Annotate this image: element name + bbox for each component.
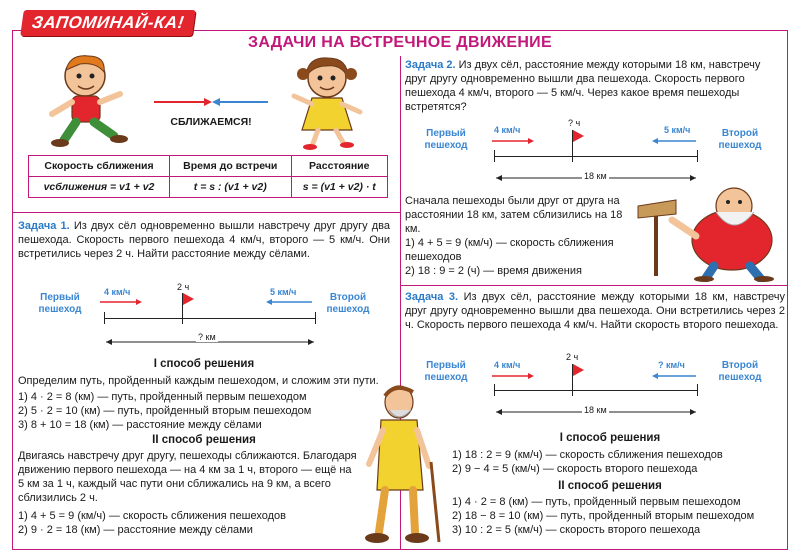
task2-statement [405,58,785,114]
task3-method1-title: I способ решения [559,432,661,444]
task3-right-speed: ? км/ч [658,360,685,370]
task1-right-speed: 5 км/ч [270,287,297,297]
formula-meeting-time: t = s : (v1 + v2) [170,177,292,198]
task1-statement [18,219,390,261]
remember-badge: ЗАПОМИНАЙ-КА! [20,10,196,36]
task3-flag-label: 2 ч [566,352,579,362]
task1-distance-label: ? км [198,332,216,342]
girl-illustration [272,52,382,150]
task1-tick-left [104,312,105,324]
task3-distance-label: 18 км [584,405,607,415]
formula-table [28,155,388,198]
task1-method1-step2: 2) 5 · 2 = 10 (км) — путь, пройденный вторым пешеходом [18,405,312,417]
task2-speed-arrows [488,137,700,145]
task1-flag-label: 2 ч [177,282,190,292]
task3-text: Из двух сёл, расстояние между которыми 18 км, навстречу друг другу одновременно вышли два пешехода. Они встретились через 2 ч. Скорость первого пешехода 4 км/ч. Найти скорость второго пешехода. [405,291,786,331]
task1-label: Задача 1. [18,220,70,232]
boy-illustration [30,50,140,150]
task1-road [104,318,316,319]
task3-right-walker: Второй пешеход [718,360,762,383]
header-approach-speed: Скорость сближения [29,156,170,177]
task3-flag [573,364,584,376]
task3-tick-mid [572,384,573,396]
task3-tick-right [697,384,698,396]
task3-statement [405,290,785,332]
task2-label: Задача 2. [405,59,456,71]
walking-man-illustration [355,380,445,548]
task2-solution-intro: Сначала пешеходы были друг от друга на расстоянии 18 км, затем сблизились на 18 км. [405,195,623,235]
task3-method2-step1: 1) 4 · 2 = 8 (км) — путь, пройденный первым пешеходом [452,496,741,508]
task3-speed-arrows [488,372,700,380]
task3-method2-title: II способ решения [558,480,662,492]
task1-speed-arrows [96,298,316,306]
task1-tick-right [315,312,316,324]
header-meeting-time: Время до встречи [170,156,292,177]
task2-distance-label: 18 км [584,171,607,181]
task2-tick-mid [572,150,573,162]
task1-left-speed: 4 км/ч [104,287,131,297]
task2-right-walker: Второй пешеход [718,128,762,151]
task1-tick-mid [182,312,183,324]
task2-step1: 1) 4 + 5 = 9 (км/ч) — скорость сближения пешеходов [405,237,614,263]
task3-label: Задача 3. [405,291,459,303]
formula-approach-speed: vсближения = v1 + v2 [29,177,170,198]
task1-method1-step3: 3) 8 + 10 = 18 (км) — расстояние между сёлами [18,419,262,431]
divider-right [400,285,788,286]
header-distance: Расстояние [291,156,387,177]
task3-method1-step2: 2) 9 − 4 = 5 (км/ч) — скорость второго пешехода [452,463,698,475]
task1-left-walker: Первый пешеход [38,292,82,315]
task1-method1-step1: 1) 4 · 2 = 8 (км) — путь, пройденный первым пешеходом [18,391,307,403]
task2-step2: 2) 18 : 9 = 2 (ч) — время движения [405,265,582,277]
old-man-signpost-illustration [636,176,786,282]
page-title: ЗАДАЧИ НА ВСТРЕЧНОЕ ДВИЖЕНИЕ [248,34,552,51]
task3-road [494,390,698,391]
approach-label: СБЛИЖАЕМСЯ! [170,116,252,128]
task2-tick-right [697,150,698,162]
divider-left [12,212,400,213]
task3-method2-step3: 3) 10 : 2 = 5 (км/ч) — скорость второго пешехода [452,524,701,536]
task3-left-walker: Первый пешеход [424,360,468,383]
task1-method1-intro: Определим путь, пройденный каждым пешеходом, и сложим эти пути. [18,375,379,387]
task2-left-speed: 4 км/ч [494,125,521,135]
task2-flag-label: ? ч [568,118,581,128]
task1-method1-title: I способ решения [153,358,255,370]
task2-right-speed: 5 км/ч [664,125,691,135]
task1-method2-title: II способ решения [152,434,256,446]
task1-text: Из двух сёл одновременно вышли навстречу друг другу два пешехода. Скорость первого пешехода 4 км/ч, второго — 5 км/ч. Они встретились через 2 ч. Найти расстояние между сёлами. [18,220,390,260]
task2-flag [573,130,584,142]
approach-arrows [150,96,272,108]
task1-method2-step2: 2) 9 · 2 = 18 (км) — расстояние между сёлами [18,524,253,536]
formula-distance: s = (v1 + v2) · t [291,177,387,198]
task3-left-speed: 4 км/ч [494,360,521,370]
task1-right-walker: Второй пешеход [326,292,370,315]
task3-method1-step1: 1) 18 : 2 = 9 (км/ч) — скорость сближения пешеходов [452,449,723,461]
task2-road [494,156,698,157]
task1-flag [183,293,194,305]
task1-method2-step1: 1) 4 + 5 = 9 (км/ч) — скорость сближения пешеходов [18,510,287,522]
task2-tick-left [494,150,495,162]
task1-method2-intro: Двигаясь навстречу друг другу, пешеходы сближаются. Благодаря движению первого пешехода — на 4 км за 1 ч, второго — ещё на 5 км за 1 ч, каждый час пути они сближались на 9 км, а всего сблизились 2 ч. [18,450,357,504]
task2-text: Из двух сёл, расстояние между которыми 18 км, навстречу друг другу одновременно вышли два пешехода. Скорость первого пешехода 4 км/ч, второго — 5 км/ч. Через какое время пешеходы встретятся? [405,59,761,113]
task2-left-walker: Первый пешеход [424,128,468,151]
task3-tick-left [494,384,495,396]
task3-method2-step2: 2) 18 − 8 = 10 (км) — путь, пройденный вторым пешеходом [452,510,755,522]
